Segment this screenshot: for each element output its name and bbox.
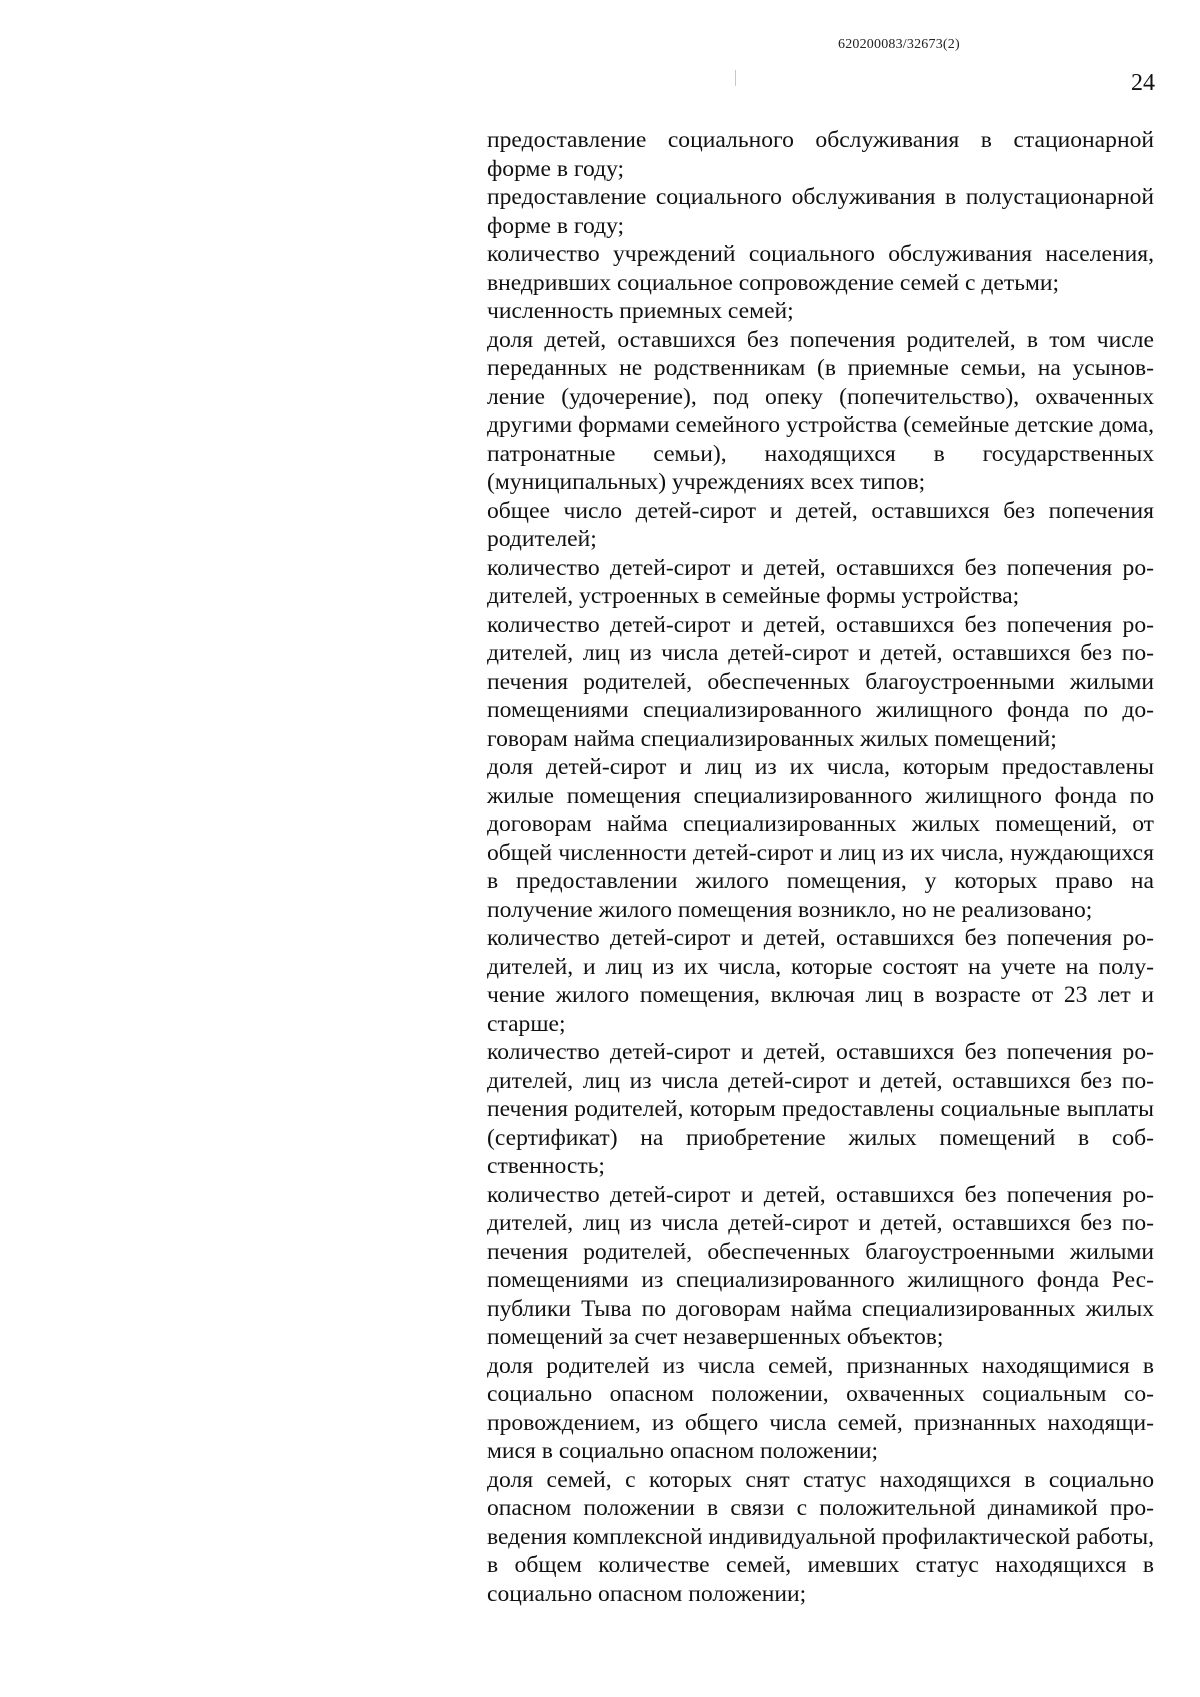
list-item: количество детей-сирот и детей, оставшихся без попечения родителей, и лиц из их числа, которые состоят на учете на получение жилого помещения, включая лиц в возрасте от 23 лет и старше; [487, 925, 1154, 1037]
list-item: доля семей, с которых снят статус находящихся в социально опасном положении в связи с положительной динамикой проведения комплексной индивидуальной профилактической работы, в общем количестве семей, имевших статус находящихся в социально опасном положении; [487, 1466, 1154, 1607]
list-item: количество детей-сирот и детей, оставшихся без попечения родителей, лиц из числа детей-сирот и детей, оставшихся без попечения родителей, обеспеченных благоустроенными жилыми помещениями из специализированного жилищного фонда Республики Тыва по договорам найма специализированных жилых помещений за счет незавершенных объектов; [487, 1181, 1154, 1350]
list-item: общее число детей-сирот и детей, оставшихся без попечения родителей; [487, 497, 1154, 552]
list-item: количество учреждений социального обслуживания населения, внедривших социальное сопровождение семей с детьми; [487, 241, 1154, 296]
list-item: предоставление социального обслуживания в стационарной форме в году; [487, 127, 1154, 182]
indicator-list [487, 126, 1154, 1608]
scan-artifact [735, 70, 736, 86]
list-item: доля родителей из числа семей, признанных находящимися в социально опасном положении, охваченных социальным сопровождением, из общего числа семей, признанных находящимися в социально опасном положении; [487, 1352, 1154, 1464]
list-item: количество детей-сирот и детей, оставшихся без попечения родителей, лиц из числа детей-сирот и детей, оставшихся без попечения родителей, обеспеченных благоустроенными жилыми помещениями специализированного жилищного фонда по договорам найма специализированных жилых помещений; [487, 611, 1154, 752]
list-item: доля детей, оставшихся без попечения родителей, в том числе переданных не родственникам (в приемные семьи, на усыновление (удочерение), под опеку (попечительство), охваченных другими формами семейного устройства (семейные детские дома, патронатные семьи), находящихся в государственных (муниципальных) учреждениях всех типов; [487, 326, 1154, 495]
list-item: доля детей-сирот и лиц из их числа, которым предоставлены жилые помещения специализированного жилищного фонда по договорам найма специализированных жилых помещений, от общей численности детей-сирот и лиц из их числа, нуждающихся в предоставлении жилого помещения, у которых право на получение жилого помещения возникло, но не реализовано; [487, 754, 1154, 923]
document-id: 620200083/32673(2) [838, 37, 960, 52]
page-number: 24 [1131, 70, 1155, 96]
list-item: количество детей-сирот и детей, оставшихся без попечения родителей, лиц из числа детей-сирот и детей, оставшихся без попечения родителей, которым предоставлены социальные выплаты (сертификат) на приобретение жилых помещений в собственность; [487, 1039, 1154, 1179]
list-item: численность приемных семей; [487, 298, 794, 324]
list-item: предоставление социального обслуживания в полустационарной форме в году; [487, 184, 1154, 239]
list-item: количество детей-сирот и детей, оставшихся без попечения родителей, устроенных в семейные формы устройства; [487, 554, 1154, 609]
